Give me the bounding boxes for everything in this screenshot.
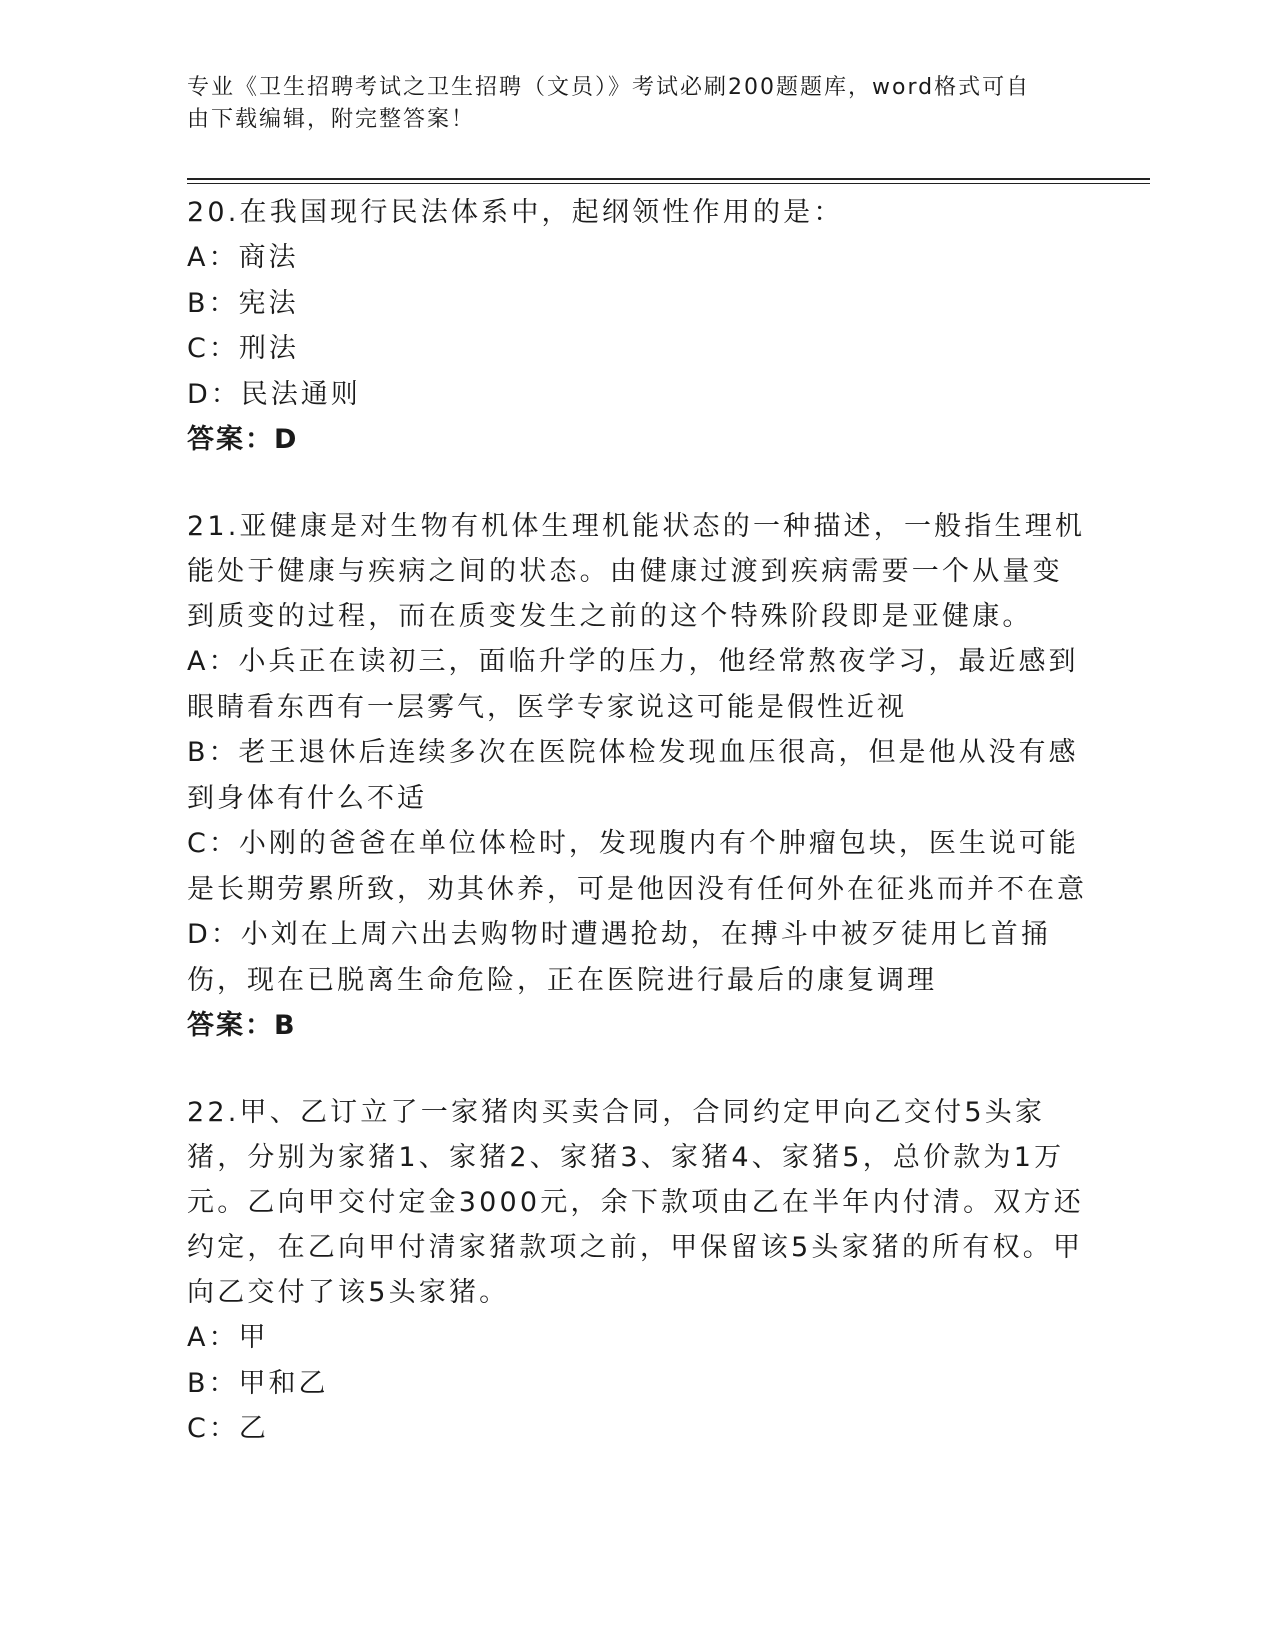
option-a — [187, 235, 1087, 281]
question-stem: 22.甲、乙订立了一家猪肉买卖合同，合同约定甲向乙交付5头家猪，分别为家猪1、家猪2、家猪3、家猪4、家猪5，总价款为1万元。乙向甲交付定金3000元，余下款项由乙在半年内付清。双方还约定，在乙向甲付清家猪款项之前，甲保留该5头家猪的所有权。甲向乙交付了该5头家猪。 — [187, 1097, 1084, 1308]
header-line-2: 由下载编辑，附完整答案！ — [187, 107, 476, 132]
option-text: 宪法 — [238, 287, 299, 319]
option-text: 老王退休后连续多次在医院体检发现血压很高，但是他从没有感到身体有什么不适 — [187, 737, 1079, 814]
option-c — [187, 821, 1087, 912]
option-key: A： — [187, 242, 239, 273]
option-key: B： — [187, 1367, 239, 1399]
header-divider-thin — [187, 183, 1150, 184]
option-key: D： — [187, 378, 241, 410]
option-d — [187, 372, 1087, 418]
option-key: C： — [187, 333, 239, 364]
option-c — [187, 1406, 1087, 1452]
option-key: B： — [187, 737, 239, 768]
option-d — [187, 912, 1087, 1003]
option-c — [187, 326, 1087, 372]
option-key: C： — [187, 828, 239, 859]
answer-label: 答案：B — [187, 1010, 297, 1041]
option-text: 甲 — [238, 1322, 269, 1353]
document-header — [187, 72, 1067, 136]
question-stem: 20.在我国现行民法体系中，起纲领性作用的是： — [187, 197, 844, 228]
question-21 — [187, 504, 1087, 1048]
option-b — [187, 730, 1087, 821]
option-text: 甲和乙 — [238, 1367, 329, 1399]
option-key: A： — [187, 1322, 239, 1353]
option-text: 小刚的爸爸在单位体检时，发现腹内有个肿瘤包块，医生说可能是长期劳累所致，劝其休养，可是他因没有任何外在征兆而并不在意 — [187, 828, 1087, 905]
option-key: D： — [187, 919, 241, 950]
option-b — [187, 281, 1087, 327]
option-b — [187, 1361, 1087, 1407]
question-list — [187, 190, 1087, 1494]
question-20 — [187, 190, 1087, 462]
header-line-1: 专业《卫生招聘考试之卫生招聘（文员）》考试必刷200题题库，word格式可自 — [187, 75, 1031, 100]
option-a — [187, 1315, 1087, 1361]
question-22 — [187, 1090, 1087, 1452]
answer-label: 答案：D — [187, 424, 299, 455]
question-stem: 21.亚健康是对生物有机体生理机能状态的一种描述，一般指生理机能处于健康与疾病之间的状态。由健康过渡到疾病需要一个从量变到质变的过程，而在质变发生之前的这个特殊阶段即是亚健康。 — [187, 511, 1086, 632]
option-text: 刑法 — [238, 333, 299, 364]
option-a — [187, 639, 1087, 730]
option-text: 小刘在上周六出去购物时遭遇抢劫，在搏斗中被歹徒用匕首捅伤，现在已脱离生命危险，正在医院进行最后的康复调理 — [187, 919, 1051, 996]
option-key: C： — [187, 1413, 239, 1444]
option-key: B： — [187, 287, 239, 319]
header-divider-thick — [187, 178, 1150, 180]
option-text: 民法通则 — [240, 378, 361, 410]
option-text: 乙 — [238, 1413, 269, 1444]
option-key: A： — [187, 646, 239, 677]
option-text: 小兵正在读初三，面临升学的压力，他经常熬夜学习，最近感到眼睛看东西有一层雾气，医学专家说这可能是假性近视 — [187, 646, 1079, 723]
option-text: 商法 — [238, 242, 299, 273]
